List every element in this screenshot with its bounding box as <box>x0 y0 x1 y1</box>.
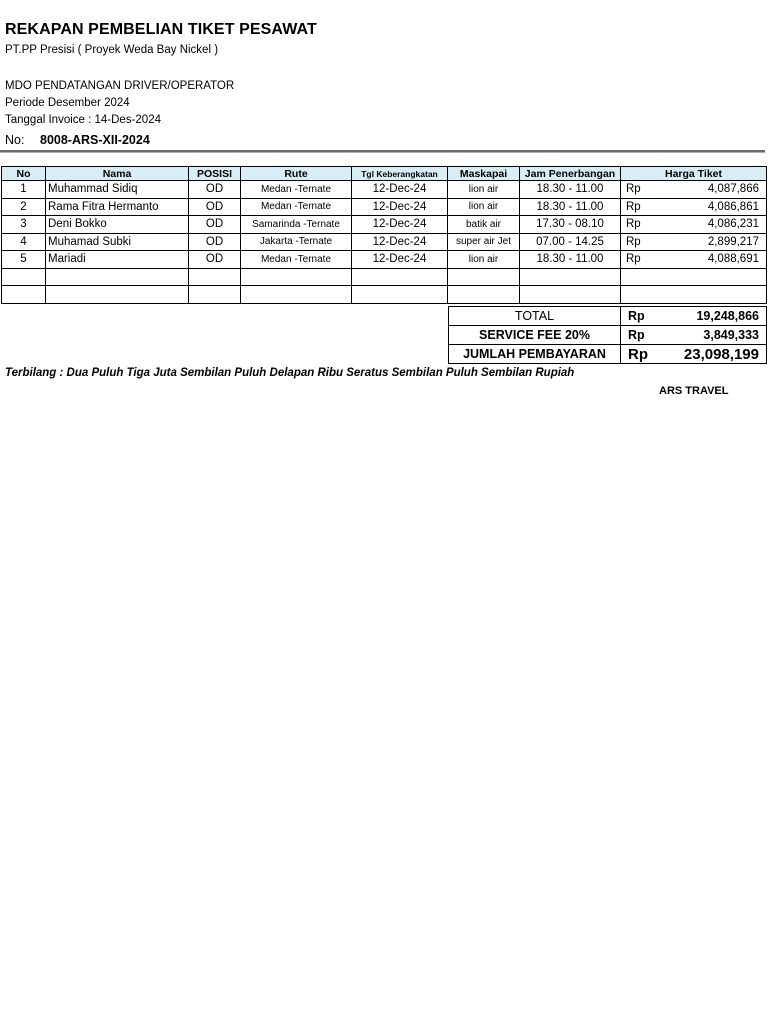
invoice-date: Tanggal Invoice : 14-Des-2024 <box>5 114 161 126</box>
grand-total-currency: Rp <box>621 345 661 364</box>
col-header-posisi: POSISI <box>189 167 241 181</box>
totals-table <box>448 306 767 364</box>
cell-currency: Rp <box>621 233 657 251</box>
cell-rute: Medan -Ternate <box>241 181 352 199</box>
cell-nama: Rama Fitra Hermanto <box>46 198 189 216</box>
cell-jam: 18.30 - 11.00 <box>520 251 621 269</box>
department-label: MDO PENDATANGAN DRIVER/OPERATOR <box>5 80 235 92</box>
total-currency: Rp <box>621 307 661 326</box>
cell-nama: Muhammad Sidiq <box>46 181 189 199</box>
cell-nama: Mariadi <box>46 251 189 269</box>
signature-company: ARS TRAVEL <box>659 385 729 397</box>
cell-rute: Medan -Ternate <box>241 251 352 269</box>
cell-maskapai: lion air <box>448 251 520 269</box>
cell-rute: Jakarta -Ternate <box>241 233 352 251</box>
grand-total-label: JUMLAH PEMBAYARAN <box>449 345 621 364</box>
cell-posisi: OD <box>189 181 241 199</box>
cell-currency: Rp <box>621 198 657 216</box>
cell-no: 4 <box>2 233 46 251</box>
col-header-no: No <box>2 167 46 181</box>
cell-currency: Rp <box>621 251 657 269</box>
cell-harga: 4,087,866 <box>657 181 767 199</box>
col-header-tgl: Tgl Keberangkatan <box>352 167 448 181</box>
service-fee-row <box>449 326 767 345</box>
invoice-number-label: No: <box>5 133 25 147</box>
cell-tgl: 12-Dec-24 <box>352 198 448 216</box>
cell-currency: Rp <box>621 181 657 199</box>
cell-tgl: 12-Dec-24 <box>352 216 448 234</box>
table-row <box>2 251 767 269</box>
cell-maskapai: lion air <box>448 198 520 216</box>
table-row <box>2 198 767 216</box>
table-header-row <box>2 167 767 181</box>
cell-posisi: OD <box>189 198 241 216</box>
col-header-rute: Rute <box>241 167 352 181</box>
document-title: REKAPAN PEMBELIAN TIKET PESAWAT <box>5 21 317 38</box>
cell-maskapai: super air Jet <box>448 233 520 251</box>
cell-jam: 07.00 - 14.25 <box>520 233 621 251</box>
table-row <box>2 233 767 251</box>
cell-no: 5 <box>2 251 46 269</box>
col-header-nama: Nama <box>46 167 189 181</box>
cell-harga: 4,086,861 <box>657 198 767 216</box>
cell-jam: 18.30 - 11.00 <box>520 181 621 199</box>
cell-tgl: 12-Dec-24 <box>352 233 448 251</box>
grand-total-row <box>449 345 767 364</box>
cell-currency: Rp <box>621 216 657 234</box>
cell-harga: 4,088,691 <box>657 251 767 269</box>
header-divider <box>0 150 765 153</box>
cell-tgl: 12-Dec-24 <box>352 251 448 269</box>
cell-posisi: OD <box>189 251 241 269</box>
cell-tgl: 12-Dec-24 <box>352 181 448 199</box>
table-row <box>2 181 767 199</box>
cell-harga: 2,899,217 <box>657 233 767 251</box>
cell-rute: Medan -Ternate <box>241 198 352 216</box>
service-fee-value: 3,849,333 <box>661 326 767 345</box>
company-name: PT.PP Presisi ( Proyek Weda Bay Nickel ) <box>5 44 219 56</box>
cell-maskapai: batik air <box>448 216 520 234</box>
col-header-maskapai: Maskapai <box>448 167 520 181</box>
amount-in-words: Terbilang : Dua Puluh Tiga Juta Sembilan Puluh Delapan Ribu Seratus Sembilan Puluh Sembilan Rupiah <box>5 367 575 379</box>
table-row-empty <box>2 286 767 304</box>
total-row <box>449 307 767 326</box>
cell-posisi: OD <box>189 216 241 234</box>
cell-no: 3 <box>2 216 46 234</box>
service-fee-label: SERVICE FEE 20% <box>449 326 621 345</box>
cell-jam: 18.30 - 11.00 <box>520 198 621 216</box>
ticket-table <box>1 166 767 304</box>
cell-jam: 17.30 - 08.10 <box>520 216 621 234</box>
cell-nama: Deni Bokko <box>46 216 189 234</box>
cell-posisi: OD <box>189 233 241 251</box>
cell-rute: Samarinda -Ternate <box>241 216 352 234</box>
cell-no: 1 <box>2 181 46 199</box>
total-value: 19,248,866 <box>661 307 767 326</box>
cell-maskapai: lion air <box>448 181 520 199</box>
total-label: TOTAL <box>449 307 621 326</box>
service-fee-currency: Rp <box>621 326 661 345</box>
col-header-harga: Harga Tiket <box>621 167 767 181</box>
table-row-empty <box>2 268 767 286</box>
cell-nama: Muhamad Subki <box>46 233 189 251</box>
table-row <box>2 216 767 234</box>
cell-harga: 4,086,231 <box>657 216 767 234</box>
grand-total-value: 23,098,199 <box>661 345 767 364</box>
invoice-number: 8008-ARS-XII-2024 <box>40 133 150 147</box>
cell-no: 2 <box>2 198 46 216</box>
col-header-jam: Jam Penerbangan <box>520 167 621 181</box>
period-label: Periode Desember 2024 <box>5 97 130 109</box>
